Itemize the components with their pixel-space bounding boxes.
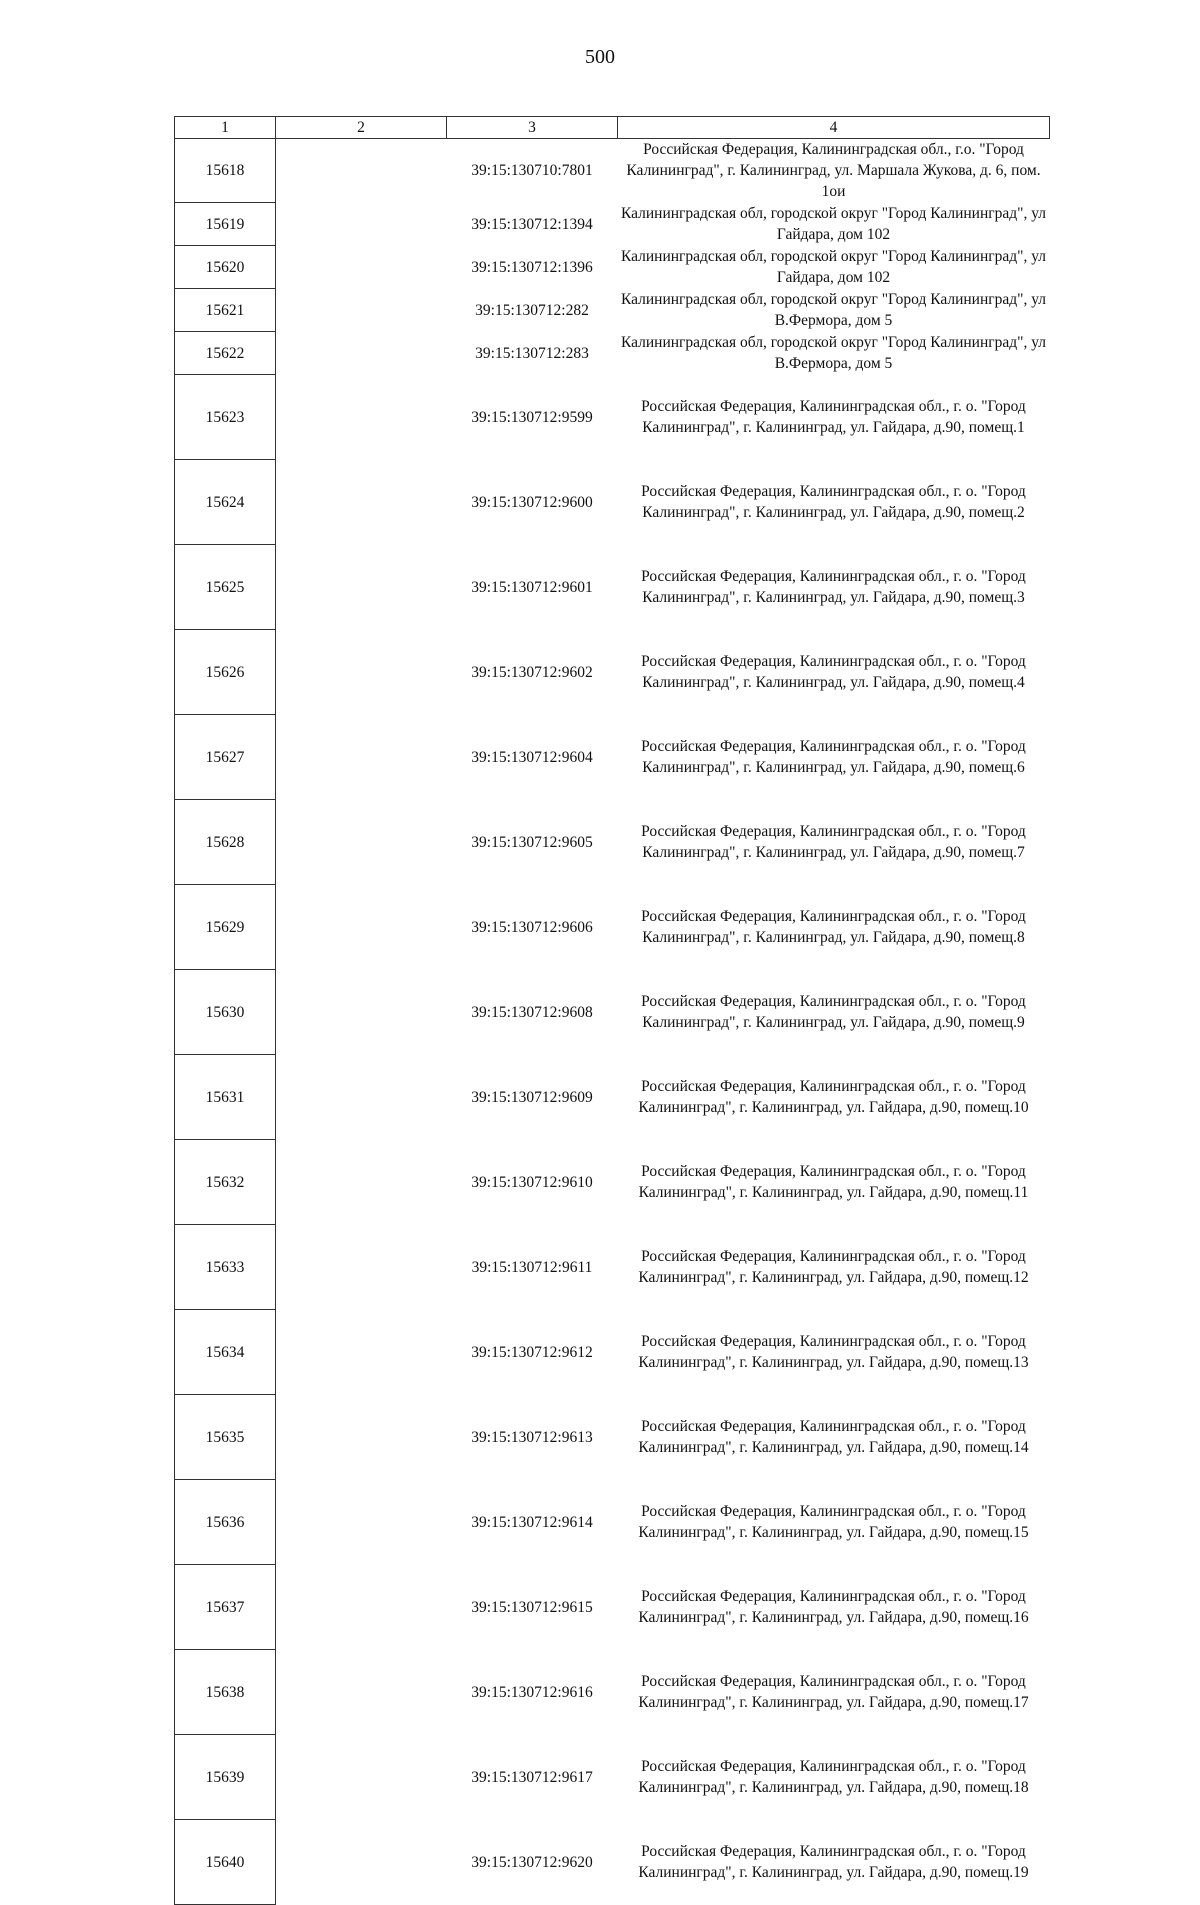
cadastral-number-cell: 39:15:130712:9601 [471, 578, 593, 596]
table-row [175, 970, 1050, 1055]
row-number-cell: 15621 [175, 289, 276, 332]
row-number-cell: 15634 [175, 1310, 276, 1395]
col2-cell [276, 545, 447, 630]
table-row [175, 1225, 1050, 1310]
cadastral-number-cell: 39:15:130712:283 [475, 344, 589, 362]
row-number-cell: 15628 [175, 800, 276, 885]
col2-cell [276, 1310, 447, 1395]
cadastral-number-cell: 39:15:130712:9599 [471, 408, 593, 426]
address-cell: Калининградская обл, городской округ "Город Калининград", ул Гайдара, дом 102 [620, 205, 1047, 243]
row-number-cell: 15633 [175, 1225, 276, 1310]
col2-cell [276, 375, 447, 460]
col2-cell [276, 139, 447, 203]
col2-cell [276, 332, 447, 375]
address-cell: Российская Федерация, Калининградская обл., г. о. "Город Калининград", г. Калининград, ул. Гайдара, д.90, помещ.11 [638, 1163, 1029, 1201]
table-row [175, 203, 1050, 246]
col2-cell [276, 630, 447, 715]
cadastral-number-cell: 39:15:130712:282 [475, 301, 589, 319]
row-number-cell: 15639 [175, 1735, 276, 1820]
address-cell: Российская Федерация, Калининградская обл., г. о. "Город Калининград", г. Калининград, ул. Гайдара, д.90, помещ.9 [641, 993, 1026, 1031]
row-number-cell: 15640 [175, 1820, 276, 1905]
table-row [175, 1565, 1050, 1650]
cadastral-number-cell: 39:15:130712:9600 [471, 493, 593, 511]
cadastral-number-cell: 39:15:130712:9609 [471, 1088, 593, 1106]
cadastral-number-cell: 39:15:130712:9616 [471, 1683, 593, 1701]
cadastral-number-cell: 39:15:130712:9606 [471, 918, 593, 936]
row-number-cell: 15637 [175, 1565, 276, 1650]
cadastral-number-cell: 39:15:130712:9602 [471, 663, 593, 681]
table-row [175, 715, 1050, 800]
cadastral-number-cell: 39:15:130712:9604 [471, 748, 593, 766]
row-number-cell: 15627 [175, 715, 276, 800]
header-col-1: 1 [175, 117, 276, 139]
col2-cell [276, 1820, 447, 1905]
row-number-cell: 15630 [175, 970, 276, 1055]
cadastral-number-cell: 39:15:130712:9605 [471, 833, 593, 851]
cadastral-number-cell: 39:15:130712:9612 [471, 1343, 593, 1361]
table-row [175, 139, 1050, 203]
row-number-cell: 15620 [175, 246, 276, 289]
row-number-cell: 15629 [175, 885, 276, 970]
col2-cell [276, 885, 447, 970]
header-col-2: 2 [276, 117, 447, 139]
col2-cell [276, 460, 447, 545]
table-row [175, 375, 1050, 460]
table-row [175, 885, 1050, 970]
col2-cell [276, 1055, 447, 1140]
col2-cell [276, 800, 447, 885]
cadastral-number-cell: 39:15:130712:9614 [471, 1513, 593, 1531]
col2-cell [276, 1565, 447, 1650]
row-number-cell: 15619 [175, 203, 276, 246]
address-cell: Российская Федерация, Калининградская обл., г. о. "Город Калининград", г. Калининград, ул. Гайдара, д.90, помещ.19 [638, 1843, 1029, 1881]
col2-cell [276, 715, 447, 800]
cadastral-number-cell: 39:15:130712:9611 [471, 1258, 593, 1276]
cadastral-number-cell: 39:15:130712:9610 [471, 1173, 593, 1191]
page-number: 500 [585, 46, 615, 68]
col2-cell [276, 1140, 447, 1225]
table-row [175, 332, 1050, 375]
row-number-cell: 15622 [175, 332, 276, 375]
address-cell: Российская Федерация, Калининградская обл., г. о. "Город Калининград", г. Калининград, ул. Гайдара, д.90, помещ.7 [641, 823, 1026, 861]
table-row [175, 800, 1050, 885]
cadastral-number-cell: 39:15:130712:9608 [471, 1003, 593, 1021]
col2-cell [276, 1735, 447, 1820]
table-row [175, 1140, 1050, 1225]
table-row [175, 1395, 1050, 1480]
address-cell: Калининградская обл, городской округ "Город Калининград", ул В.Фермора, дом 5 [620, 291, 1047, 329]
header-col-3: 3 [447, 117, 618, 139]
table-row [175, 1650, 1050, 1735]
table-row [175, 1820, 1050, 1905]
row-number-cell: 15638 [175, 1650, 276, 1735]
address-cell: Российская Федерация, Калининградская обл., г.о. "Город Калининград", г. Калининград, ул. Маршала Жукова, д. 6, пом. 1ои [626, 141, 1041, 201]
address-cell: Российская Федерация, Калининградская обл., г. о. "Город Калининград", г. Калининград, ул. Гайдара, д.90, помещ.8 [641, 908, 1026, 946]
table-header-row [175, 117, 1050, 139]
cadastral-number-cell: 39:15:130712:1394 [471, 215, 593, 233]
table-row [175, 289, 1050, 332]
table-row [175, 460, 1050, 545]
row-number-cell: 15625 [175, 545, 276, 630]
row-number-cell: 15624 [175, 460, 276, 545]
address-cell: Российская Федерация, Калининградская обл., г. о. "Город Калининград", г. Калининград, ул. Гайдара, д.90, помещ.2 [641, 483, 1026, 521]
address-cell: Российская Федерация, Калининградская обл., г. о. "Город Калининград", г. Калининград, ул. Гайдара, д.90, помещ.3 [641, 568, 1026, 606]
address-cell: Российская Федерация, Калининградская обл., г. о. "Город Калининград", г. Калининград, ул. Гайдара, д.90, помещ.17 [638, 1673, 1029, 1711]
address-cell: Калининградская обл, городской округ "Город Калининград", ул Гайдара, дом 102 [620, 248, 1047, 286]
col2-cell [276, 246, 447, 289]
address-cell: Российская Федерация, Калининградская обл., г. о. "Город Калининград", г. Калининград, ул. Гайдара, д.90, помещ.16 [638, 1588, 1029, 1626]
address-cell: Российская Федерация, Калининградская обл., г. о. "Город Калининград", г. Калининград, ул. Гайдара, д.90, помещ.15 [638, 1503, 1029, 1541]
col2-cell [276, 1395, 447, 1480]
row-number-cell: 15623 [175, 375, 276, 460]
registry-table [174, 116, 1050, 1905]
table-row [175, 1480, 1050, 1565]
row-number-cell: 15626 [175, 630, 276, 715]
address-cell: Калининградская обл, городской округ "Город Калининград", ул В.Фермора, дом 5 [620, 334, 1047, 372]
cadastral-number-cell: 39:15:130712:9617 [471, 1768, 593, 1786]
table-row [175, 1310, 1050, 1395]
address-cell: Российская Федерация, Калининградская обл., г. о. "Город Калининград", г. Калининград, ул. Гайдара, д.90, помещ.4 [641, 653, 1026, 691]
cadastral-number-cell: 39:15:130712:1396 [471, 258, 593, 276]
address-cell: Российская Федерация, Калининградская обл., г. о. "Город Калининград", г. Калининград, ул. Гайдара, д.90, помещ.18 [638, 1758, 1029, 1796]
cadastral-number-cell: 39:15:130712:9613 [471, 1428, 593, 1446]
row-number-cell: 15631 [175, 1055, 276, 1140]
col2-cell [276, 1480, 447, 1565]
cadastral-number-cell: 39:15:130712:9615 [471, 1598, 593, 1616]
table-row [175, 1735, 1050, 1820]
table-row [175, 545, 1050, 630]
address-cell: Российская Федерация, Калининградская обл., г. о. "Город Калининград", г. Калининград, ул. Гайдара, д.90, помещ.14 [638, 1418, 1029, 1456]
col2-cell [276, 1650, 447, 1735]
address-cell: Российская Федерация, Калининградская обл., г. о. "Город Калининград", г. Калининград, ул. Гайдара, д.90, помещ.10 [638, 1078, 1029, 1116]
row-number-cell: 15632 [175, 1140, 276, 1225]
address-cell: Российская Федерация, Калининградская обл., г. о. "Город Калининград", г. Калининград, ул. Гайдара, д.90, помещ.1 [641, 398, 1026, 436]
row-number-cell: 15635 [175, 1395, 276, 1480]
address-cell: Российская Федерация, Калининградская обл., г. о. "Город Калининград", г. Калининград, ул. Гайдара, д.90, помещ.6 [641, 738, 1026, 776]
cadastral-number-cell: 39:15:130710:7801 [471, 162, 593, 180]
col2-cell [276, 203, 447, 246]
col2-cell [276, 289, 447, 332]
table-row [175, 630, 1050, 715]
cadastral-number-cell: 39:15:130712:9620 [471, 1853, 593, 1871]
table-row [175, 1055, 1050, 1140]
col2-cell [276, 1225, 447, 1310]
col2-cell [276, 970, 447, 1055]
table-row [175, 246, 1050, 289]
header-col-4: 4 [618, 117, 1050, 139]
row-number-cell: 15618 [175, 139, 276, 203]
address-cell: Российская Федерация, Калининградская обл., г. о. "Город Калининград", г. Калининград, ул. Гайдара, д.90, помещ.13 [638, 1333, 1029, 1371]
row-number-cell: 15636 [175, 1480, 276, 1565]
address-cell: Российская Федерация, Калининградская обл., г. о. "Город Калининград", г. Калининград, ул. Гайдара, д.90, помещ.12 [638, 1248, 1029, 1286]
